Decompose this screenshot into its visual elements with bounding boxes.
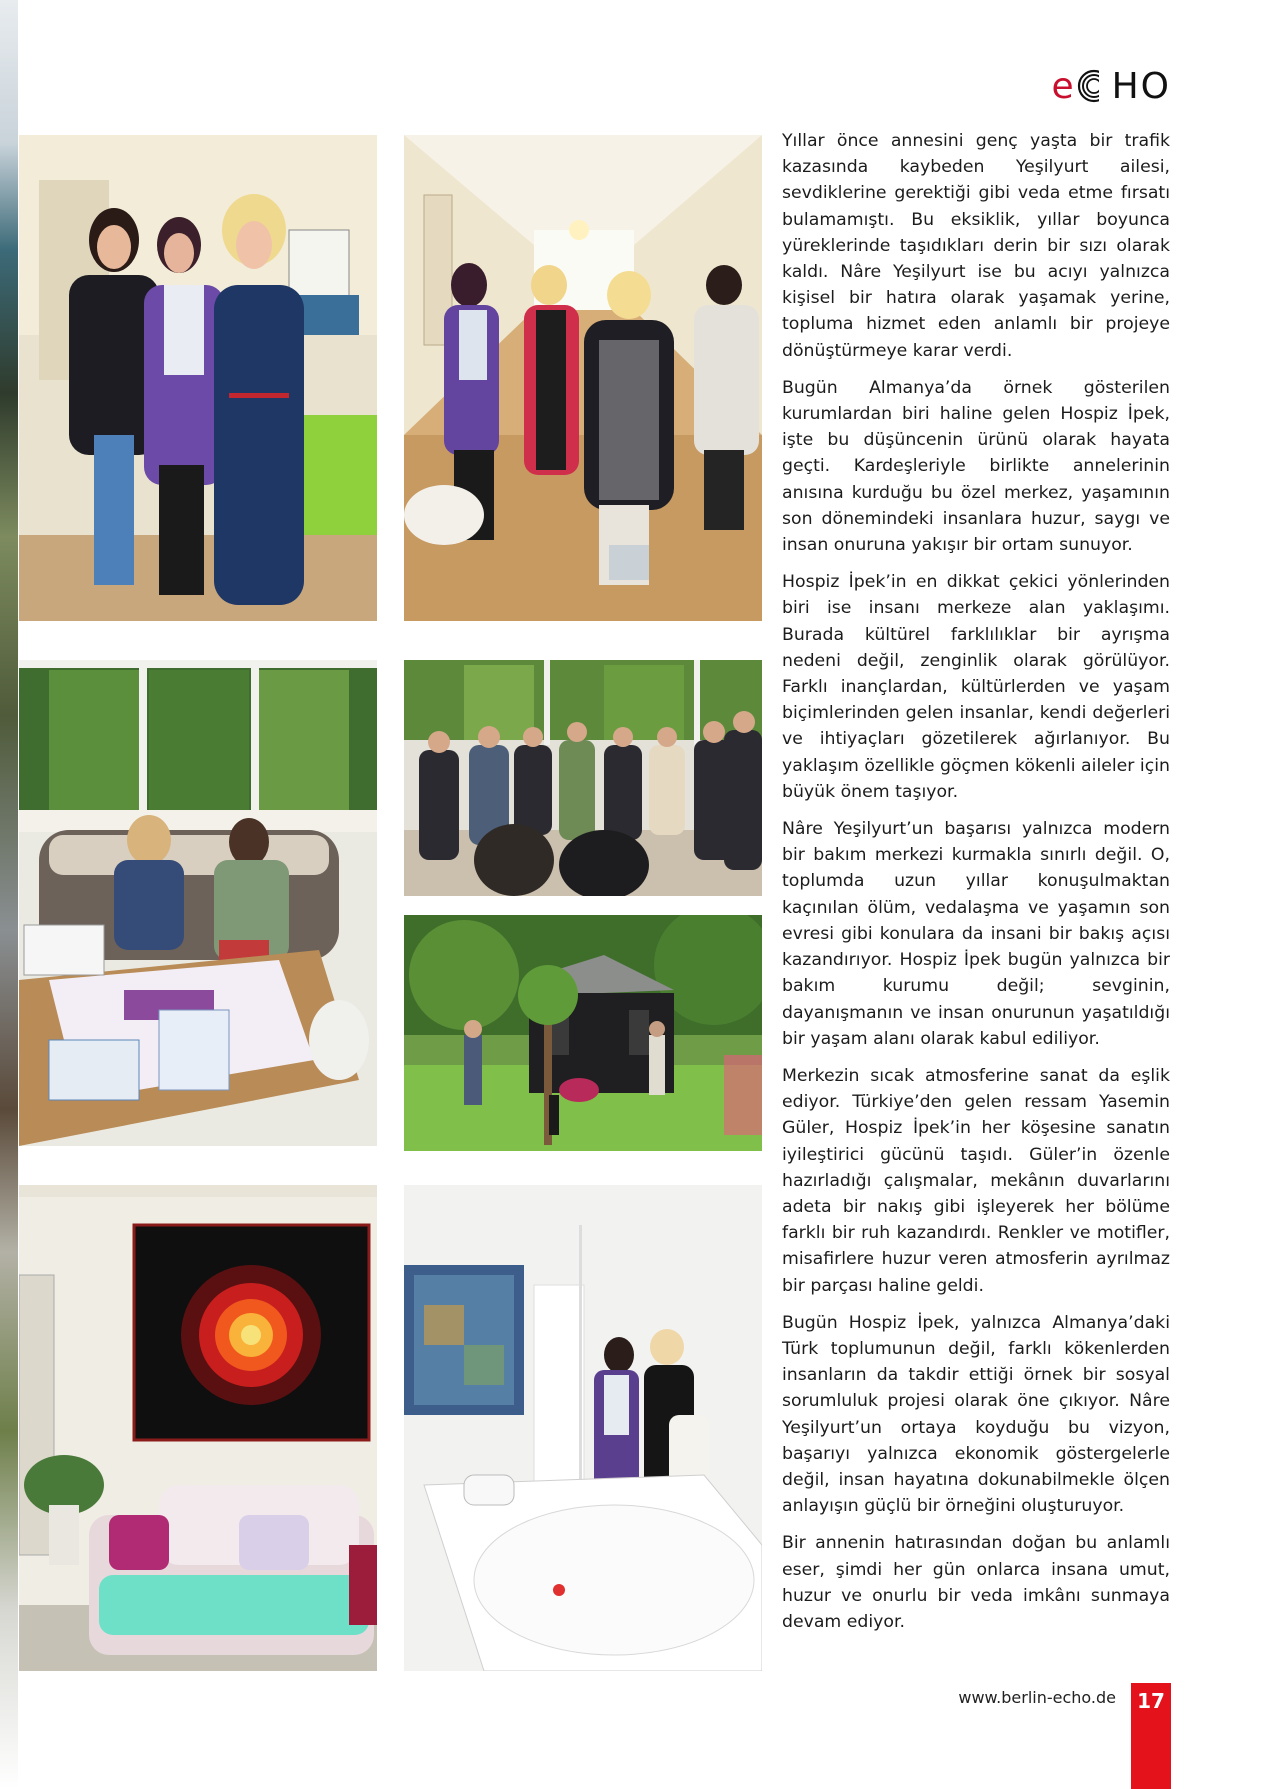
echo-logo [1051, 66, 1171, 106]
article-paragraph: Bugün Hospiz İpek, yalnızca Almanya’daki Türk toplumunun değil, farklı kökenlerden insanların da takdir ettiği örnek bir sosyal sorumluluk projesi olarak öne çıkıyor. Nâre Yeşilyurt’un ortaya koyduğu bu vizyon, başarıyı yalnızca ekonomik göstergelerle değil, insan hayatına dokunabilmekle ölçen anlayışın güçlü bir örneğini oluşturuyor. [782, 1312, 1170, 1517]
photo-group-in-sunroom [404, 660, 762, 896]
photo-garden-pavilion [404, 915, 762, 1151]
logo-rings-icon [1077, 69, 1111, 103]
photo-room-with-painting [19, 1185, 377, 1671]
page-number-badge: 17 [1131, 1683, 1171, 1789]
logo-letter-e: e [1051, 65, 1076, 107]
photo-three-women-portrait [19, 135, 377, 621]
article-paragraph: Hospiz İpek’in en dikkat çekici yönlerinden biri ise insanı merkeze alan yaklaşımı. Burada kültürel farklılıklar bir ayrışma nedeni değil, zenginlik olarak görülüyor. Farklı inançlardan, kültürlerden ve yaşam biçimlerinden gelen insanlar, kendi değerleri ve ihtiyaçları gözetilerek ağırlanıyor. Bu yaklaşım özellikle göçmen kökenli aileler için büyük önem taşıyor. [782, 572, 1170, 802]
article-paragraph: Bugün Almanya’da örnek gösterilen kurumlardan biri haline gelen Hospiz İpek, işte bu düşüncenin ürünü olarak hayata geçti. Kardeşleriyle birlikte annelerinin anısına kurduğu bu özel merkez, yaşamının son dönemindeki insanlara huzur, saygı ve insan onuruna yakışır bir ortam sunuyor. [782, 377, 1170, 556]
photo-bathroom-tub [404, 1185, 762, 1671]
article-paragraph: Merkezin sıcak atmosferine sanat da eşlik ediyor. Türkiye’den gelen ressam Yasemin Güler, Hospiz İpek’in her köşesine sanatın iyileştirici gücünü taşıdı. Güler’in özenle hazırladığı çalışmalar, mekânın duvarlarını adeta bir nakış gibi işleyerek her bölüme farklı bir ruh kazandırdı. Renkler ve motifler, misafirlere huzur veren atmosferin ayrılmaz bir parçası haline geldi. [782, 1065, 1170, 1296]
article-body [782, 128, 1170, 1646]
logo-letters-ho: HO [1111, 65, 1171, 107]
photo-conservatory-sofa-table [19, 660, 377, 1146]
article-paragraph: Nâre Yeşilyurt’un başarısı yalnızca modern bir bakım merkezi kurmakla sınırlı değil. O, toplumda uzun yıllar konuşulmaktan kaçınılan ölüm, vedalaşma ve yaşamın son evresi gibi konulara da insani bir bakış açısı kazandırıyor. Hospiz İpek bugün yalnızca bir bakım kurumu değil; sevginin, dayanışmanın ve insan onurunun yaşatıldığı bir yaşam alanı olarak kabul ediliyor. [782, 819, 1170, 1049]
adjacent-page-edge [0, 0, 18, 1789]
footer-website-link[interactable]: www.berlin-echo.de [958, 1688, 1116, 1707]
article-paragraph: Bir annenin hatırasından doğan bu anlamlı eser, şimdi her gün onlarca insana umut, huzur ve onurlu bir veda imkânı sunmaya devam ediyor. [782, 1533, 1170, 1632]
photo-hallway-group [404, 135, 762, 621]
article-paragraph: Yıllar önce annesini genç yaşta bir trafik kazasında kaybeden Yeşilyurt ailesi, sevdiklerine gerektiği gibi veda etme fırsatı bulamamıştı. Bu eksiklik, yıllar boyunca yüreklerinde taşıdıkları derin bir sızı olarak kaldı. Nâre Yeşilyurt ise bu acıyı yalnızca kişisel bir hatıra olarak yaşamak yerine, topluma hizmet eden anlamlı bir projeye dönüştürmeye karar verdi. [782, 131, 1170, 361]
